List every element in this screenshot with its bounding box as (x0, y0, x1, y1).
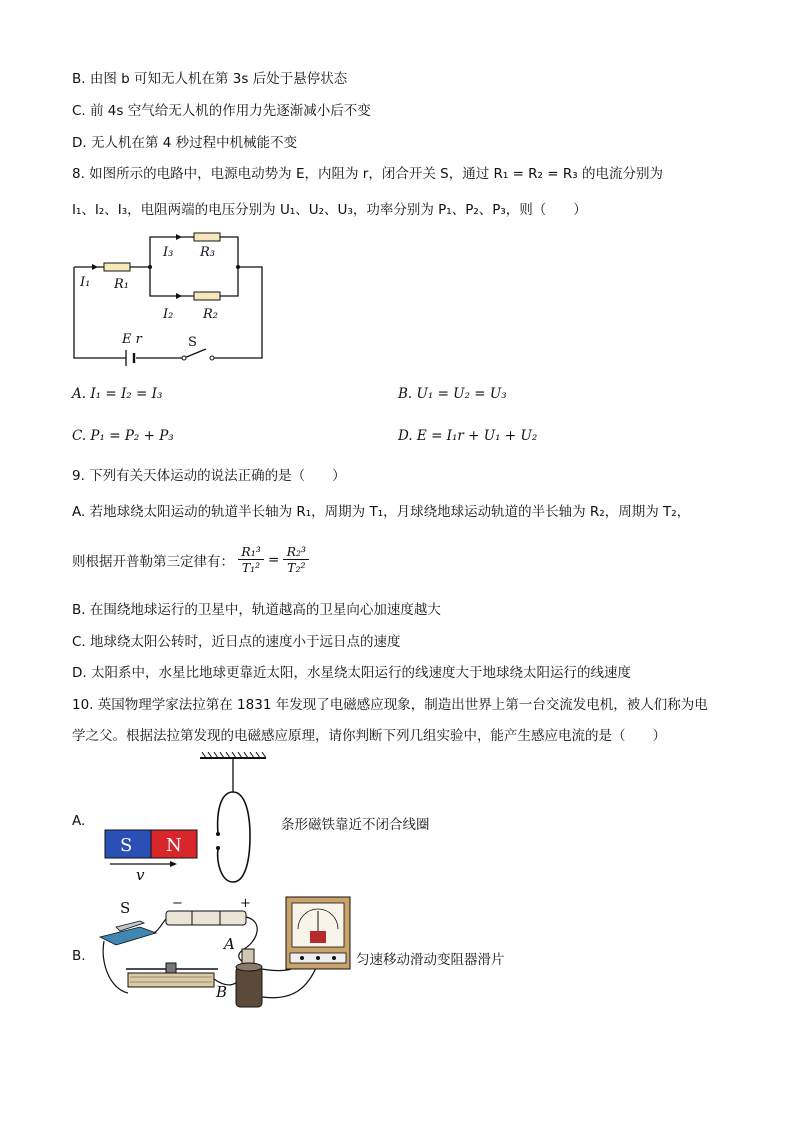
svg-text:S: S (120, 899, 131, 917)
q8-option-d: D. E = I₁r + U₁ + U₂ (398, 428, 538, 444)
label-i2: I₂ (163, 307, 174, 322)
fraction-rhs: R₂³ T₂² (283, 544, 309, 575)
label-switch: S (188, 335, 197, 350)
sliding-rheostat (128, 973, 214, 987)
q8-option-a: A. I₁ = I₂ = I₃ (72, 386, 163, 402)
label-i1: I₁ (80, 275, 91, 290)
label-i3: I₃ (163, 245, 174, 260)
q8-stem-line1: 8. 如图所示的电路中，电源电动势为 E，内阻为 r，闭合开关 S，通过 R₁ = R₂ = R₃ 的电流分别为 (72, 166, 663, 182)
svg-text:+: + (240, 896, 251, 911)
q10-stem-line1: 10. 英国物理学家法拉第在 1831 年发现了电磁感应现象，制造出世界上第一台交流发电机，被人们称为电 (72, 697, 708, 713)
q9-option-b: B. 在围绕地球运行的卫星中，轨道越高的卫星向心加速度越大 (72, 602, 441, 618)
svg-text:−: − (172, 896, 183, 911)
svg-text:B: B (216, 983, 228, 1001)
svg-text:S: S (120, 835, 133, 856)
label-r3: R₃ (200, 245, 215, 260)
q8-circuit-diagram (66, 222, 276, 367)
q8-stem-line2: I₁、I₂、I₃，电阻两端的电压分别为 U₁、U₂、U₃，功率分别为 P₁、P₂、P₃，则（ ） (72, 202, 587, 218)
q8-option-c: C. P₁ = P₂ + P₃ (72, 428, 174, 444)
svg-text:v: v (136, 866, 145, 884)
q7-option-c: C. 前 4s 空气给无人机的作用力先逐渐减小后不变 (72, 103, 371, 119)
resistor-r3 (194, 233, 220, 241)
label-r2: R₂ (203, 307, 218, 322)
label-emf: E r (122, 332, 142, 347)
battery-pack (166, 911, 246, 925)
q9-option-d: D. 太阳系中，水星比地球更靠近太阳，水星绕太阳运行的线速度大于地球绕太阳运行的线速度 (72, 665, 631, 681)
svg-text:N: N (166, 835, 182, 856)
q9-option-a-formula: 则根据开普勒第三定律有： R₁³ T₁² = R₂³ T₂² (72, 544, 313, 575)
open-coil (218, 792, 250, 882)
q10-option-b-desc: 匀速移动滑动变阻器滑片 (356, 952, 505, 968)
q10-option-a-letter: A. (72, 813, 86, 829)
q10-figure-b (96, 893, 356, 1020)
q10-figure-a (100, 752, 280, 887)
q9-stem: 9. 下列有关天体运动的说法正确的是（ ） (72, 468, 346, 484)
q7-option-b: B. 由图 b 可知无人机在第 3s 后处于悬停状态 (72, 71, 348, 87)
q10-option-a-desc: 条形磁铁靠近不闭合线圈 (281, 817, 430, 833)
coil-b (236, 967, 262, 1007)
fraction-lhs: R₁³ T₁² (238, 544, 264, 575)
q7-option-d: D. 无人机在第 4 秒过程中机械能不变 (72, 135, 298, 151)
q9-option-a: A. 若地球绕太阳运动的轨道半长轴为 R₁，周期为 T₁，月球绕地球运动轨道的半长轴为 R₂，周期为 T₂， (72, 504, 691, 520)
q8-option-b: B. U₁ = U₂ = U₃ (398, 386, 507, 402)
svg-text:A: A (224, 935, 235, 953)
q10-option-b-letter: B. (72, 948, 86, 964)
resistor-r2 (194, 292, 220, 300)
resistor-r1 (104, 263, 130, 271)
label-r1: R₁ (114, 277, 129, 292)
q9-option-c: C. 地球绕太阳公转时，近日点的速度小于远日点的速度 (72, 634, 401, 650)
q10-stem-line2: 学之父。根据法拉第发现的电磁感应原理，请你判断下列几组实验中，能产生感应电流的是（ ） (72, 728, 666, 744)
